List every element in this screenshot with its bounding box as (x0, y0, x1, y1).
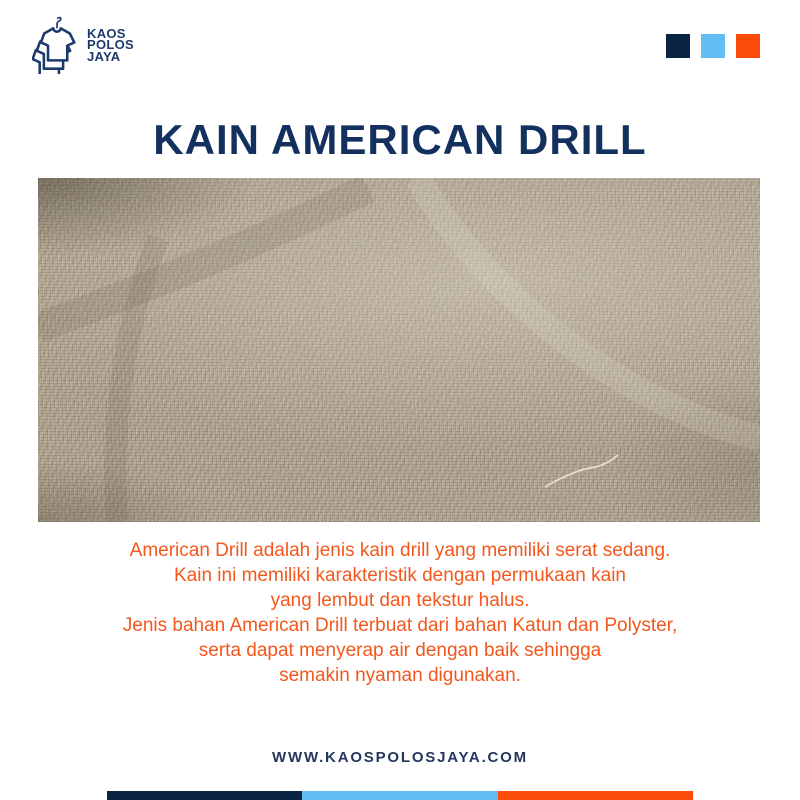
brand-name-line: KAOS (87, 25, 126, 41)
description-line: semakin nyaman digunakan. (279, 665, 521, 686)
brand-color-squares (666, 34, 760, 58)
brand-name-line: POLOS (87, 37, 135, 53)
brand-logo (32, 16, 134, 74)
brand-name (87, 25, 135, 64)
footer-bar-blue (302, 791, 497, 800)
blue-square (701, 34, 725, 58)
fabric-texture-overlay (38, 178, 760, 522)
navy-square (666, 34, 690, 58)
description-text (0, 538, 800, 688)
orange-square (736, 34, 760, 58)
brand-name-line: JAYA (87, 48, 121, 64)
footer-bar-navy (107, 791, 302, 800)
footer-color-bar (107, 791, 693, 800)
description-line: Kain ini memiliki karakteristik dengan permukaan kain (174, 565, 626, 586)
fabric-photo (38, 178, 760, 522)
tshirt-on-hanger-icon (32, 16, 82, 74)
description-line: American Drill adalah jenis kain drill yang memiliki serat sedang. (129, 540, 671, 561)
website-url: WWW.KAOSPOLOSJAYA.COM (272, 749, 528, 766)
description-line: yang lembut dan tekstur halus. (270, 590, 530, 611)
description-line: serta dapat menyerap air dengan baik sehingga (198, 640, 602, 661)
description-line: Jenis bahan American Drill terbuat dari bahan Katun dan Polyster, (122, 615, 678, 636)
footer-bar-orange (498, 791, 693, 800)
page-title: KAIN AMERICAN DRILL (153, 116, 647, 163)
